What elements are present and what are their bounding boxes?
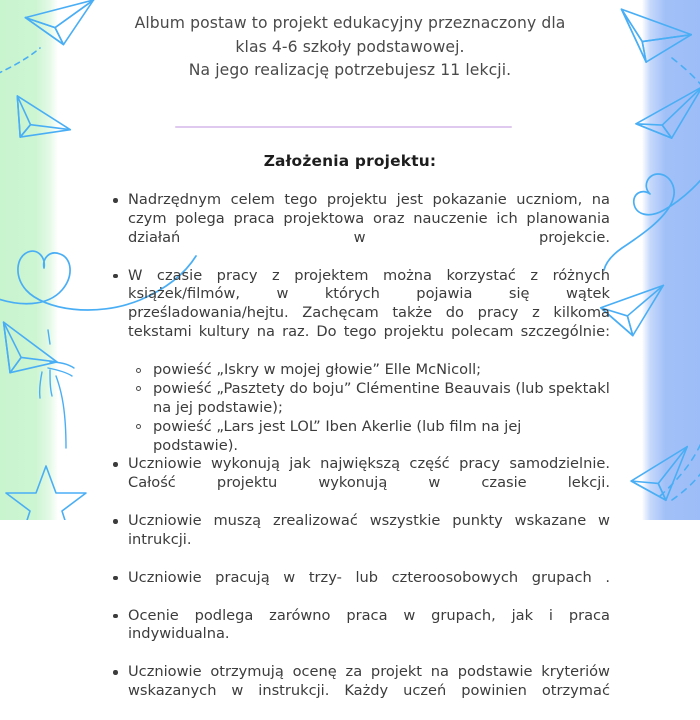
- section-divider: [175, 126, 512, 128]
- bullet-ring-icon: [136, 368, 141, 373]
- list-item-text: Uczniowie pracują w trzy- lub czteroosobowych grupach .: [128, 568, 610, 586]
- list-item-text: Uczniowie wykonują jak największą część pracy samodzielnie. Całość projektu wykonują w czasie lekcji.: [128, 455, 610, 492]
- list-item-text: Uczniowie otrzymują ocenę za projekt na podstawie kryteriów wskazanych w instrukcji. Każdy uczeń powinien otrzymać: [128, 663, 610, 700]
- intro-paragraph: [120, 12, 580, 83]
- assumptions-list: [106, 191, 610, 720]
- sub-list-item-text: powieść „Lars jest LOL” Iben Akerlie (lub film na jej podstawie).: [153, 417, 522, 454]
- list-item-text: Nadrzędnym celem tego projektu jest pokazanie uczniom, na czym polega praca projektowa oraz nauczenie ich planowania działań w projekcie.: [128, 191, 610, 246]
- intro-line-2: klas 4-6 szkoły podstawowej.: [235, 37, 465, 56]
- section-title: Założenia projektu:: [263, 152, 437, 170]
- list-item-text: Uczniowie muszą zrealizować wszystkie punkty wskazane w intrukcji.: [128, 512, 610, 549]
- list-item: [106, 607, 610, 664]
- bullet-dot-icon: [113, 614, 118, 619]
- intro-line-1: Album postaw to projekt edukacyjny przeznaczony dla: [134, 14, 566, 32]
- list-item: [106, 191, 610, 267]
- sub-list-item-text: powieść „Iskry w mojej głowie” Elle McNicoll;: [153, 361, 482, 379]
- sub-list-item: [128, 380, 610, 418]
- sub-list-item: [128, 361, 610, 380]
- bullet-dot-icon: [113, 576, 118, 581]
- recommended-books-list: [128, 361, 610, 455]
- bullet-dot-icon: [113, 198, 118, 203]
- bullet-ring-icon: [136, 424, 141, 429]
- list-item: [106, 455, 610, 512]
- list-item-text: W czasie pracy z projektem można korzystać z różnych książek/filmów, w których pojawia się wątek prześladowania/hejtu. Zachęcam także do pracy z kilkoma tekstami kultury na raz. Do tego projektu polecam szczególnie:: [128, 266, 610, 341]
- bullet-dot-icon: [113, 274, 118, 279]
- list-item: [106, 663, 610, 720]
- list-item-text: Ocenie podlega zarówno praca w grupach, jak i praca indywidualna.: [128, 606, 610, 643]
- bullet-dot-icon: [113, 462, 118, 467]
- sub-list-item-text: powieść „Pasztety do boju” Clémentine Beauvais (lub spektakl na jej podstawie);: [153, 379, 610, 416]
- bullet-dot-icon: [113, 670, 118, 675]
- list-item: [106, 512, 610, 569]
- list-item: [106, 569, 610, 607]
- bullet-ring-icon: [136, 386, 141, 391]
- sub-list-item: [128, 418, 610, 456]
- list-item: [106, 267, 610, 456]
- intro-line-3: Na jego realizację potrzebujesz 11 lekcji.: [188, 61, 512, 80]
